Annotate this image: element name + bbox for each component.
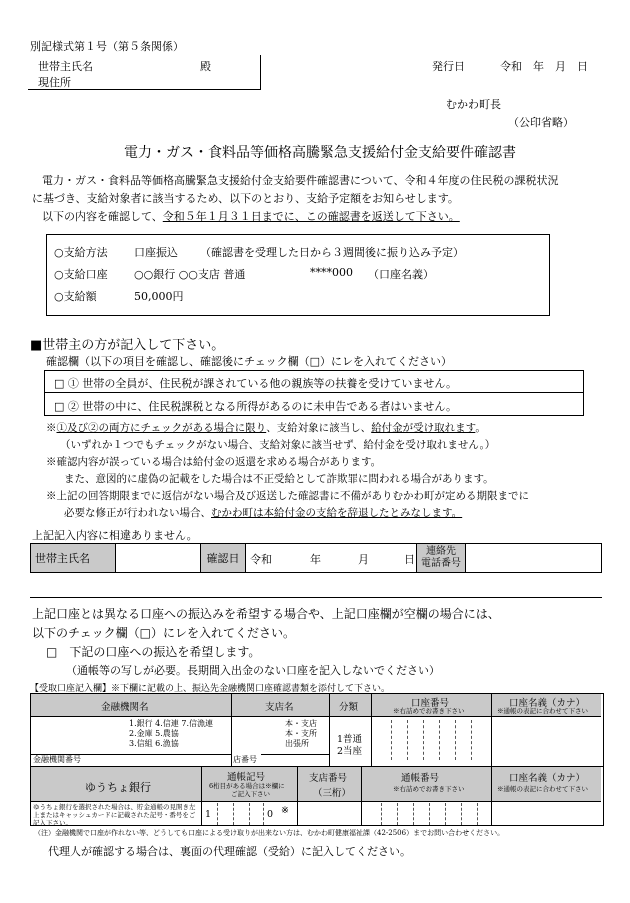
agent-note: 代理人が確認する場合は、裏面の代理確認（受給）に記入してください。 xyxy=(48,845,411,858)
honorific: 殿 xyxy=(200,60,211,73)
note-6: 必要な修正が行われない場合、むかわ町は本給付金の支給を辞退したとみなします。 xyxy=(64,507,463,519)
yucho-passbook-header: 通帳記号 xyxy=(227,772,266,783)
householder-name-label: 世帯主氏名 xyxy=(31,544,116,573)
yucho-number-header: 通帳番号 xyxy=(401,773,440,784)
contact-label: 連絡先 電話番号 xyxy=(417,544,466,573)
other-account-check-note: （通帳等の写しが必要。長期間入出金のない口座を記入しないでください） xyxy=(66,664,440,677)
deadline-text: 令和５年１月３１日までに、この確認書を返送して下さい。 xyxy=(162,210,460,223)
confirm-date-label: 確認日 xyxy=(201,544,246,573)
yucho-holder-header: 口座名義（カナ） xyxy=(509,773,586,784)
intro-line-1: 電力・ガス・食料品等価格高騰緊急支援給付金支給要件確認書について、令和４年度の住民税の課税状況 xyxy=(42,174,559,187)
payment-amount-value: 50,000円 xyxy=(134,290,184,303)
payment-account-name: （口座名義） xyxy=(368,268,434,281)
issuer: むかわ町長 xyxy=(446,98,501,111)
bank-code-label: 金融機関番号 xyxy=(33,755,81,764)
month-label: 月 xyxy=(358,553,369,566)
account-types[interactable]: 1普通 2当座 xyxy=(337,734,363,757)
check-instruction: 確認欄（以下の項目を確認し、確認後にチェック欄（□）にレを入れてください） xyxy=(46,355,453,368)
payment-account-label: ○支給口座 xyxy=(54,268,108,281)
account-number-header: 口座番号 xyxy=(411,698,450,709)
check-divider xyxy=(45,392,583,393)
issue-date-label: 発行日 xyxy=(432,60,465,73)
householder-heading: ■世帯主の方が記入して下さい。 xyxy=(30,338,225,353)
payment-method-note: （確認書を受理した日から３週間後に振り込み予定） xyxy=(200,246,464,259)
other-account-line-1: 上記口座とは異なる口座への振込みを希望する場合や、上記口座欄が空欄の場合には、 xyxy=(32,607,500,621)
note-4: また、意図的に虚偽の記載をした場合は不正受給として詐欺罪に問われる場合があります。 xyxy=(64,473,494,485)
addressee-label: 世帯主氏名 xyxy=(38,60,93,73)
issue-date-value: 令和 年 月 日 xyxy=(500,60,588,73)
intro-line-3: 以下の内容を確認して、令和５年１月３１日までに、この確認書を返送して下さい。 xyxy=(42,210,460,223)
form-number: 別記様式第１号（第５条関係） xyxy=(30,40,184,53)
confirm-table xyxy=(30,543,602,573)
payment-method-value: 口座振込 xyxy=(134,246,178,259)
confirm-statement: 上記記入内容に相違ありません。 xyxy=(32,529,198,542)
branch-types: 本・支店 本・支所 出張所 xyxy=(285,719,317,748)
note-3: ※確認内容が誤っている場合は給付金の返還を求める場合があります。 xyxy=(46,456,382,468)
yucho-digit-first: 1 xyxy=(205,809,212,820)
document-title: 電力・ガス・食料品等価格高騰緊急支援給付金支給要件確認書 xyxy=(124,145,516,161)
era-label: 令和 xyxy=(250,553,272,566)
branch-code-label: 店番号 xyxy=(233,755,257,764)
yucho-digit-last: 0 xyxy=(267,809,274,820)
yucho-bank-label: ゆうちょ銀行 xyxy=(85,781,151,794)
holder-header: 口座名義（カナ） xyxy=(509,698,586,709)
holder-note: ※通帳の表記に合わせて下さい xyxy=(497,707,588,715)
yucho-passbook-note: 6桁目がある場合は※欄に xyxy=(209,782,285,790)
section-divider xyxy=(30,597,602,598)
footer-note: （注）金融機関で口座が作れない等、どうしても口座による受け取りが出来ない方は、むかわ町健康福祉課（42-2506）までお問い合わせください。 xyxy=(34,829,505,837)
payment-method-label: ○支給方法 xyxy=(54,246,108,259)
confirm-date-field[interactable] xyxy=(246,544,417,573)
branch-name-header: 支店名 xyxy=(265,702,294,713)
other-account-check[interactable]: □ 下記の口座への振込を希望します。 xyxy=(46,645,261,659)
note-1: ※①及び②の両方にチェックがある場合に限り、支給対象に該当し、給付金が受け取れます。 xyxy=(46,422,486,434)
yucho-branch-note: （三桁） xyxy=(313,788,352,799)
check-item-2[interactable]: □ ② 世帯の中に、住民税課税となる所得があるのに未申告である者はいません。 xyxy=(54,400,458,413)
payment-account-bank: ○○銀行 ○○支店 普通 xyxy=(134,268,246,281)
bank-types: 1.銀行 4.信連 7.信漁連 2.金庫 5.農協 3.信組 6.漁協 xyxy=(129,719,213,748)
account-number-note: ※右詰めでお書き下さい xyxy=(393,707,465,715)
payment-amount-label: ○支給額 xyxy=(54,290,97,303)
yucho-instruction: ゆうちょ銀行を選択された場合は、貯金通帳の見開き左上またはキャッシュカードに記載された記号・番号をご記入下さい。 xyxy=(33,803,196,827)
yucho-table xyxy=(30,766,604,826)
type-header: 分類 xyxy=(339,702,359,713)
address-label: 現住所 xyxy=(38,76,71,89)
yucho-branch-header: 支店番号 xyxy=(309,773,348,784)
yucho-passbook-note-2: ご記入下さい xyxy=(231,790,270,798)
contact-phone-field[interactable] xyxy=(466,544,602,573)
bank-name-header: 金融機関名 xyxy=(101,702,149,713)
payment-account-number: ****000 xyxy=(310,266,353,279)
yucho-number-note: ※右詰めでお書き下さい xyxy=(393,785,465,793)
yucho-asterisk: ※ xyxy=(281,805,289,816)
note-2: （いずれか１つでもチェックがない場合、支給対象に該当せず、給付金を受け取れません。） xyxy=(60,439,496,451)
year-label: 年 xyxy=(310,553,321,566)
other-account-line-2: 以下のチェック欄（□）にレを入れてください。 xyxy=(32,626,295,640)
day-label: 日 xyxy=(404,553,415,566)
householder-name-field[interactable] xyxy=(116,544,201,573)
bank-table xyxy=(30,693,604,767)
intro-line-2: に基づき、支給対象者に該当するため、以下のとおり、支給予定額をお知らせします。 xyxy=(32,192,459,205)
check-item-1[interactable]: □ ① 世帯の全員が、住民税が課されている他の親族等の扶養を受けていません。 xyxy=(54,377,458,390)
seal-note: （公印省略） xyxy=(508,116,574,129)
yucho-holder-note: ※通帳の表記に合わせて下さい xyxy=(497,785,588,793)
account-form-label: 【受取口座記入欄】※下欄に記載の上、振込先金融機関口座確認書類を添付して下さい。 xyxy=(30,684,391,694)
note-5: ※上記の回答期限までに返信がない場合及び返送した確認書に不備がありむかわ町が定める期限までに xyxy=(46,490,529,502)
